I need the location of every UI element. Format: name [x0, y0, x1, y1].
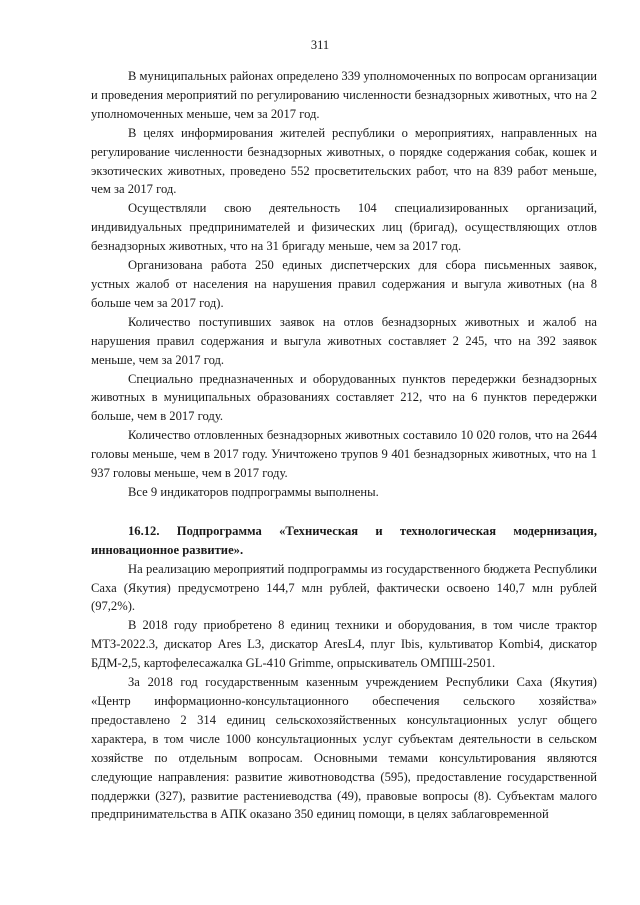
paragraph: В целях информирования жителей республики о мероприятиях, направленных на регулирование численности безнадзорных животных, о порядке содержания собак, кошек и экзотических животных, проведено 552 просветительских работ, что на 839 работ меньше, чем за 2017 год.	[91, 125, 597, 197]
section-heading: 16.12. Подпрограмма «Техническая и технологическая модернизация, инновационное развитие».	[91, 523, 597, 557]
paragraph: Количество поступивших заявок на отлов безнадзорных животных и жалоб на нарушения правил содержания и выгула животных составляет 2 245, что на 392 заявок меньше, чем за 2017 год.	[91, 314, 597, 367]
paragraph: Количество отловленных безнадзорных животных составило 10 020 голов, что на 2644 головы меньше, чем в 2017 году. Уничтожено трупов 9 401 безнадзорных животных, что на 1 937 головы меньше, чем в 2017 году.	[91, 428, 597, 481]
paragraph: За 2018 год государственным казенным учреждением Республики Саха (Якутия) «Центр информационно-консультационного обеспечения сельского хозяйства» предоставлено 2 314 единиц сельскохозяйственных консультационных услуг общего характера, в том числе 1000 консультационных услуг субъектам деятельности в сельском хозяйстве по отдельным вопросам. Основными темами консультирования являются следующие направления: развитие животноводства (595), предоставление государственной поддержки (327), развитие растениеводства (49), правовые вопросы (8). Субъектам малого предпринимательства в АПК оказано 350 единиц помощи, в целях заблаговременной	[91, 675, 597, 822]
paragraph: В 2018 году приобретено 8 единиц техники и оборудования, в том числе трактор МТЗ-2022.3, дискатор Ares L3, дискатор AresL4, плуг Ibis, культиватор Kombi4, дискатор БДМ-2,5, картофелесажалка GL-410 Grimme, опрыскиватель ОМПШ-2501.	[91, 618, 597, 671]
paragraph: Все 9 индикаторов подпрограммы выполнены.	[128, 484, 379, 499]
page-number: 311	[310, 38, 330, 52]
paragraph: В муниципальных районах определено 339 уполномоченных по вопросам организации и проведения мероприятий по регулированию численности безнадзорных животных, что на 2 уполномоченных меньше, чем за 2017 год.	[91, 69, 597, 121]
paragraph: Специально предназначенных и оборудованных пунктов передержки безнадзорных животных в муниципальных образованиях составляет 212, что на 6 пунктов передержки больше, чем в 2017 году.	[91, 371, 597, 424]
document-body	[91, 67, 597, 824]
paragraph: На реализацию мероприятий подпрограммы из государственного бюджета Республики Саха (Якутия) предусмотрено 144,7 млн рублей, фактически освоено 140,7 млн рублей (97,2%).	[91, 561, 597, 614]
paragraph: Организована работа 250 единых диспетчерских для сбора письменных заявок, устных жалоб от населения на нарушения правил содержания и выгула животных (на 8 больше чем за 2017 год).	[91, 258, 597, 310]
paragraph: Осуществляли свою деятельность 104 специализированных организаций, индивидуальных предпринимателей и физических лиц (бригад), осуществляющих отлов безнадзорных животных, что на 31 бригаду меньше, чем за 2017 год.	[91, 201, 597, 254]
